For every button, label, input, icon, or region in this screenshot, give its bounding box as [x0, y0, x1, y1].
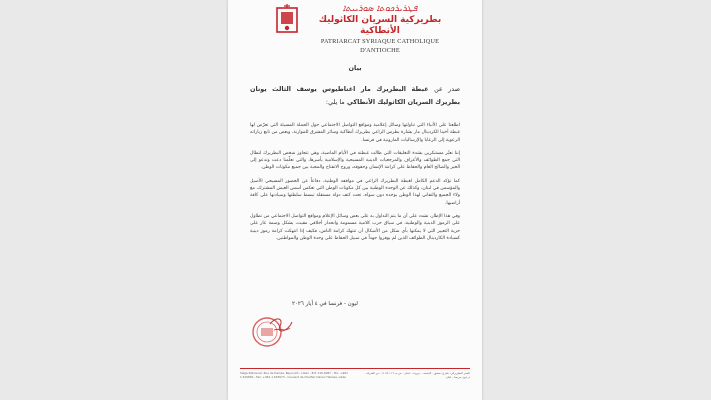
patriarchate-logo [274, 4, 300, 34]
paragraph: وفي هذا الإطار، نشدد على أن ما يتم التداول به على بعض وسائل الإعلام ومواقع التواصل الاجتماعي من تطاول على الرموز الدينية والوطنية، في سياق حرب كلامية مسمومة وانحدار أخلاقي مقيت، يشكل وصمة عار على حرية التعبير التي لا يمكنها بأي شكل من الأشكال أن تنتهك كرامة الناس، فكيف إذا انتهكت كرامة رموز دينية كسيادة الكاردينال الطوائف الذين لم يوفروا جهداً في سبيل الحفاظ على وحدة الوطن والمواطنين. [250, 213, 460, 241]
paragraph: اطلعنا على الأنباء التي تناولتها وسائل إعلامية ومواقع التواصل الاجتماعي حول الحملة المسيئة التي تعرّض لها غبطة أخينا الكردينال مار بشارة بطرس الراعي بطريرك أنطاكية وسائر المشرق للموارنة، وبعض من تابع زياراته الرعوية إلى الرعايا والإرساليات المارونية في فرنسا. [250, 123, 460, 143]
letterhead-text [305, 4, 455, 55]
official-seal-and-signature [250, 308, 294, 352]
footer-address-ar: المقر البطريركي: شارع دمشق - المتحف - بيروت - لبنان - ص.ب ١١٦-٥٠٨٧ - دير الشرفة - درعون حريصا - لبنان [364, 371, 470, 379]
place-date: ليون - فرنسا في ٤ أيار ٢٠٢٦ [292, 301, 358, 307]
subject-tail: ما يلي: [325, 98, 345, 106]
french-name: PATRIARCAT SYRIAQUE CATHOLIQUE D'ANTIOCHE [320, 38, 440, 54]
document-page [228, 0, 482, 400]
footer-divider [240, 368, 470, 369]
statement-subject [250, 83, 460, 109]
paragraph: كما نؤكد الدعم الكامل لغبطة البطريرك الراعي في مواقفه الوطنية، دفاعاً عن الحضور المسيحي الأصيل والمؤسس في لبنان، وكذلك عن الوحدة الوطنية بين كل مكونات الوطن التي تعكس أسس العيش المشترك، مع ولاء الجميع والتفاني لهذا الوطن بوحده دون سواه، تحت كنف دولة مستقلة تبسط سلطتها وسيادتها على كافة أراضيها. [250, 178, 460, 206]
document-title: بيان [348, 64, 362, 72]
subject-main: غبطة البطريرك مار اغناطيوس يوسف الثالث يونان بطريرك السريان الكاثوليك الأنطاكي [250, 85, 460, 106]
footer-address-fr: Siège Patriarcal: Rue de Damas, Beyrouth - Liban - B.P. 116-5087 - Tél.: +961 1 615892 - Fax: +961 1 616573 - Couvent de Charfet, Darwn Harissa, Liban [240, 371, 348, 379]
letterhead [228, 2, 482, 54]
paragraph: إننا نعبّر مستنكرين بشدة التعليقات التي طالت غبطته في الأيام الماضية، وهي تتجاوز شخص البطريرك لتطال التي جمع الطوائف والأعراف والمرجعيات الدينية المسيحية والإسلامية بأسرها، والتي تعلّمنا دعت وتدعو إلى الخير والصالح العام والحفاظ على كرامة الإنسان وحقوقه، وروح الانفتاح والمحبة بين جميع مكونات الوطن. [250, 150, 460, 171]
syriac-name: ܦܛܪܝܪܟܘܬܐ ܣܘܪܝܝܬܐ [342, 4, 418, 14]
subject-lead: صدر عن [434, 85, 460, 93]
statement-body [250, 122, 460, 248]
arabic-name: بطريركية السريان الكاثوليك الأنطاكية [318, 15, 442, 36]
